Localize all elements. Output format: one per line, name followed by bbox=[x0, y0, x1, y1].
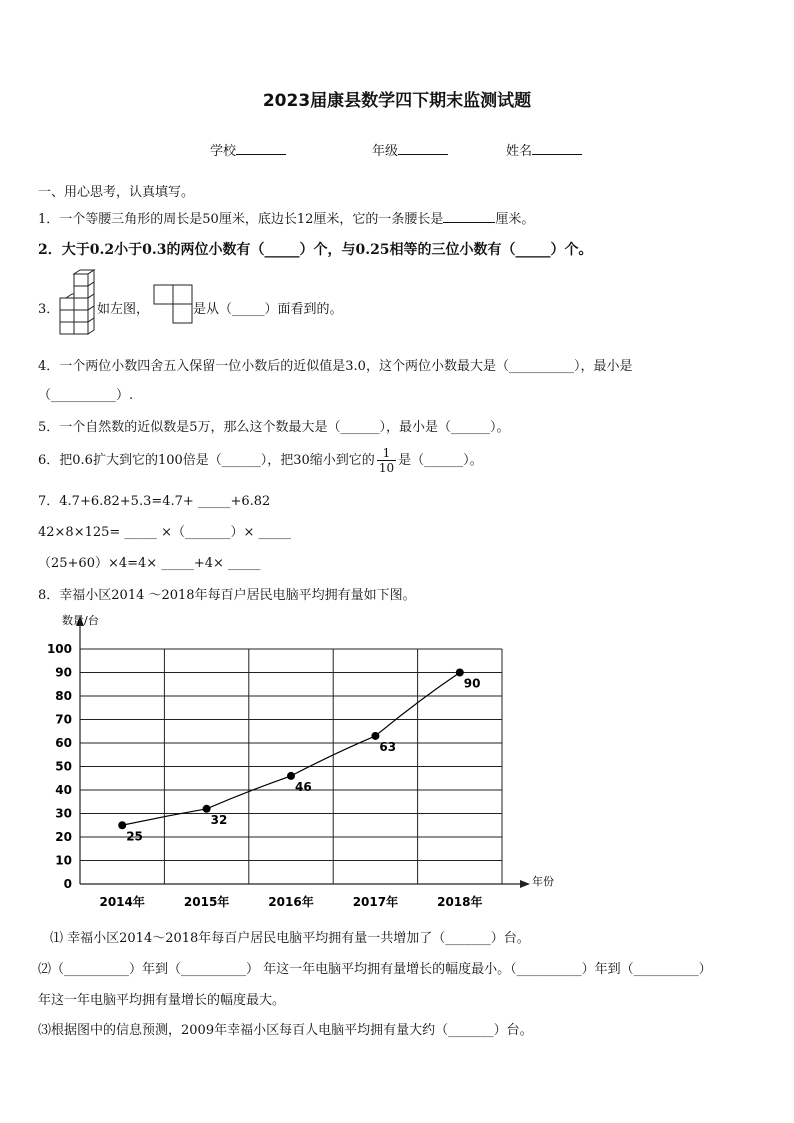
data-label: 90 bbox=[463, 676, 481, 691]
name-label: 姓名 bbox=[506, 144, 533, 159]
question-4-line1: 4．一个两位小数四舍五入保留一位小数后的近似值是3.0，这个两位小数最大是（__________），最小是 bbox=[38, 359, 633, 374]
data-label: 25 bbox=[126, 829, 143, 844]
question-7-line2: 42×8×125= _____ ×（_______）× _____ bbox=[38, 525, 291, 540]
fraction-numerator: 1 bbox=[377, 446, 396, 461]
x-tick-label: 2015年 bbox=[183, 895, 230, 909]
school-field[interactable] bbox=[210, 140, 286, 159]
y-tick-label: 100 bbox=[46, 642, 72, 656]
question-8-sub2-line2: 年这一年电脑平均拥有量增长的幅度最大。 bbox=[38, 993, 286, 1008]
view-grid-figure bbox=[153, 284, 193, 324]
q6-text-a: 6．把0.6扩大到它的100倍是（______），把30缩小到它的 bbox=[38, 453, 375, 468]
y-tick-label: 0 bbox=[63, 877, 72, 891]
q3-text-b: 是从（_____）面看到的。 bbox=[193, 302, 343, 317]
data-label: 46 bbox=[295, 779, 312, 794]
question-1 bbox=[38, 208, 534, 227]
x-tick-label: 2014年 bbox=[99, 895, 145, 909]
y-tick-label: 90 bbox=[55, 665, 72, 680]
q1-text: 1．一个等腰三角形的周长是50厘米，底边长12厘米，它的一条腰长是 bbox=[38, 212, 444, 227]
cube-stack-figure bbox=[54, 268, 98, 338]
q1-tail: 厘米。 bbox=[495, 212, 535, 227]
q3-number: 3． bbox=[38, 302, 60, 317]
data-point bbox=[203, 805, 211, 813]
y-tick-label: 20 bbox=[55, 830, 72, 844]
question-6 bbox=[38, 446, 483, 475]
section-heading: 一、用心思考，认真填写。 bbox=[38, 185, 195, 200]
x-tick-label: 2016年 bbox=[268, 895, 314, 909]
question-2: 2．大于0.2小于0.3的两位小数有（_____）个，与0.25相等的三位小数有（_____）个。 bbox=[38, 242, 593, 258]
q1-blank[interactable] bbox=[443, 209, 495, 223]
grade-label: 年级 bbox=[372, 144, 399, 159]
data-line bbox=[122, 673, 460, 826]
x-axis-arrow bbox=[520, 880, 530, 888]
y-tick-label: 40 bbox=[55, 783, 72, 797]
name-blank[interactable] bbox=[532, 141, 582, 155]
y-axis-title: 数量/台 bbox=[62, 614, 99, 627]
x-tick-label: 2017年 bbox=[352, 895, 399, 909]
data-point bbox=[371, 732, 379, 740]
fraction-denominator: 10 bbox=[378, 461, 395, 475]
y-tick-label: 80 bbox=[55, 689, 72, 703]
grade-blank[interactable] bbox=[398, 141, 448, 155]
school-label: 学校 bbox=[210, 144, 237, 159]
question-8-sub2-line1: ⑵（__________）年到（__________） 年这一年电脑平均拥有量增长的幅度最小。（__________）年到（__________） bbox=[38, 962, 712, 977]
y-tick-label: 60 bbox=[55, 736, 72, 750]
fraction-one-tenth bbox=[377, 446, 396, 475]
grade-field[interactable] bbox=[372, 140, 448, 159]
page-title: 2023届康县数学四下期末监测试题 bbox=[262, 91, 532, 111]
q6-text-b: 是（______）。 bbox=[398, 453, 483, 468]
data-point bbox=[456, 669, 464, 677]
y-tick-label: 10 bbox=[55, 853, 72, 868]
question-8-sub3: ⑶根据图中的信息预测，2009年幸福小区每百人电脑平均拥有量大约（_______）台。 bbox=[38, 1023, 533, 1038]
y-tick-label: 30 bbox=[55, 806, 72, 821]
y-tick-label: 70 bbox=[55, 712, 72, 727]
question-8: 8．幸福小区2014 ～2018年每百户居民电脑平均拥有量如下图。 bbox=[38, 588, 416, 603]
school-blank[interactable] bbox=[236, 141, 286, 155]
data-point bbox=[118, 821, 126, 829]
name-field[interactable] bbox=[506, 140, 582, 159]
question-7-line3: （25+60）×4=4× _____+4× _____ bbox=[38, 556, 261, 571]
y-tick-label: 50 bbox=[55, 759, 72, 774]
data-label: 32 bbox=[210, 812, 228, 827]
x-tick-label: 2018年 bbox=[437, 895, 483, 909]
question-4-line2: （__________）. bbox=[38, 388, 134, 403]
question-5: 5．一个自然数的近似数是5万，那么这个数最大是（______），最小是（______）。 bbox=[38, 420, 510, 435]
data-point bbox=[287, 772, 295, 780]
q3-text-a: 如左图， bbox=[97, 302, 150, 317]
question-7-line1: 7．4.7+6.82+5.3=4.7+ _____+6.82 bbox=[38, 494, 271, 509]
line-chart bbox=[30, 606, 570, 916]
x-axis-title: 年份 bbox=[532, 875, 554, 888]
question-8-sub1: ⑴ 幸福小区2014～2018年每百户居民电脑平均拥有量一共增加了（_______）台。 bbox=[50, 931, 530, 946]
data-label: 63 bbox=[379, 739, 397, 754]
